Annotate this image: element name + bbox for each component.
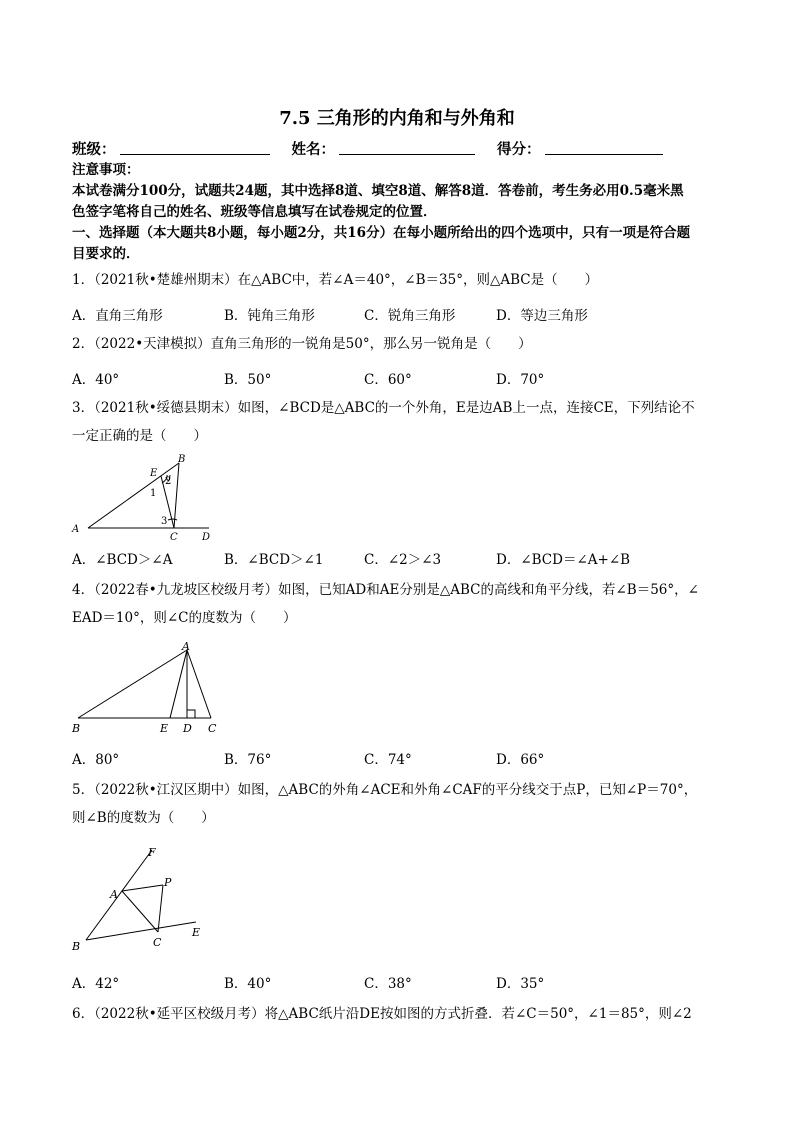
ray-be bbox=[86, 922, 196, 940]
line-ae bbox=[170, 650, 187, 718]
name-label: 姓名： bbox=[291, 141, 335, 158]
label-3: 3 bbox=[161, 516, 168, 527]
option-c[interactable]: C．锐角三角形 bbox=[364, 308, 456, 324]
option-d[interactable]: D．70° bbox=[496, 372, 545, 388]
label-b: B bbox=[72, 722, 81, 735]
line-bc bbox=[174, 463, 179, 528]
question-4 bbox=[72, 576, 732, 632]
question-5-options bbox=[72, 972, 732, 994]
option-c[interactable]: C．60° bbox=[364, 372, 412, 388]
figure-q5 bbox=[66, 842, 226, 957]
label-c: C bbox=[170, 532, 178, 542]
right-angle-mark bbox=[187, 710, 195, 718]
question-3-options bbox=[72, 548, 732, 570]
option-c[interactable]: C．38° bbox=[364, 976, 412, 992]
figure-q4 bbox=[66, 638, 236, 738]
label-f: F bbox=[148, 846, 156, 859]
option-a[interactable]: A．80° bbox=[72, 752, 120, 768]
angle-3-arc bbox=[168, 519, 177, 520]
notice-block bbox=[72, 160, 732, 265]
question-2-options bbox=[72, 368, 732, 390]
ray-bf bbox=[86, 850, 152, 940]
question-4-line-1: 4．（2022春•九龙坡区校级月考）如图，已知AD和AE分别是△ABC的高线和角平分线，若∠B＝56°，∠ bbox=[72, 582, 699, 598]
label-2: 2 bbox=[165, 476, 172, 487]
label-b: B bbox=[178, 454, 186, 465]
label-a: A bbox=[110, 888, 118, 901]
page-title: 7.5 三角形的内角和与外角和 bbox=[279, 108, 515, 129]
question-5 bbox=[72, 776, 732, 832]
option-b[interactable]: B．40° bbox=[224, 976, 272, 992]
section-heading-line-2: 目要求的． bbox=[72, 246, 140, 262]
question-4-line-2: EAD＝10°，则∠C的度数为（ ） bbox=[72, 610, 297, 626]
label-e: E bbox=[192, 926, 201, 939]
question-3 bbox=[72, 394, 732, 450]
question-5-line-2: 则∠B的度数为（ ） bbox=[72, 810, 215, 826]
label-b: B bbox=[72, 940, 81, 953]
option-b[interactable]: B．50° bbox=[224, 372, 272, 388]
option-a[interactable]: A．直角三角形 bbox=[72, 308, 163, 324]
label-d: D bbox=[183, 722, 192, 735]
option-c[interactable]: C．74° bbox=[364, 752, 412, 768]
question-3-line-2: 一定正确的是（ ） bbox=[72, 428, 207, 444]
option-a[interactable]: A．42° bbox=[72, 976, 120, 992]
question-6: 6．（2022秋•延平区校级月考）将△ABC纸片沿DE按如图的方式折叠．若∠C＝50°，∠1＝85°，则∠2 bbox=[72, 1006, 692, 1022]
notice-heading: 注意事项： bbox=[72, 162, 140, 178]
name-blank[interactable] bbox=[339, 138, 475, 155]
line-ap bbox=[122, 885, 163, 891]
label-p: P bbox=[164, 876, 172, 889]
class-label: 班级： bbox=[72, 141, 116, 158]
option-b[interactable]: B．钝角三角形 bbox=[224, 308, 315, 324]
option-b[interactable]: B．76° bbox=[224, 752, 272, 768]
line-cp bbox=[158, 885, 163, 932]
label-d: D bbox=[202, 532, 211, 542]
question-4-options bbox=[72, 748, 732, 770]
label-1: 1 bbox=[150, 488, 157, 499]
notice-line-1: 本试卷满分100分，试题共24题，其中选择8道、填空8道、解答8道．答卷前，考生务必用0.5毫米黑 bbox=[72, 183, 684, 199]
option-d[interactable]: D．35° bbox=[496, 976, 545, 992]
student-info-row bbox=[72, 138, 685, 159]
label-c: C bbox=[208, 722, 217, 735]
option-d[interactable]: D．66° bbox=[496, 752, 545, 768]
question-1: 1．（2021秋•楚雄州期末）在△ABC中，若∠A＝40°，∠B＝35°，则△ABC是（ ） bbox=[72, 272, 599, 288]
score-blank[interactable] bbox=[545, 138, 663, 155]
option-c[interactable]: C．∠2＞∠3 bbox=[364, 552, 442, 568]
question-3-line-1: 3．（2021秋•绥德县期末）如图，∠BCD是△ABC的一个外角，E是边AB上一点，连接CE，下列结论不 bbox=[72, 400, 695, 416]
option-d[interactable]: D．等边三角形 bbox=[496, 308, 588, 324]
option-b[interactable]: B．∠BCD＞∠1 bbox=[224, 552, 324, 568]
option-d[interactable]: D．∠BCD＝∠A+∠B bbox=[496, 552, 631, 568]
label-a: A bbox=[182, 640, 190, 653]
question-1-options bbox=[72, 304, 732, 326]
option-a[interactable]: A．40° bbox=[72, 372, 120, 388]
label-a: A bbox=[72, 524, 80, 535]
section-heading-line-1: 一、选择题（本大题共8小题，每小题2分，共16分）在每小题所给出的四个选项中，只有一项是符合题 bbox=[72, 225, 691, 241]
label-c: C bbox=[153, 936, 162, 949]
question-5-line-1: 5．（2022秋•江汉区期中）如图，△ABC的外角∠ACE和外角∠CAF的平分线交于点P，已知∠P＝70°， bbox=[72, 782, 698, 798]
class-blank[interactable] bbox=[120, 138, 270, 155]
line-ab bbox=[78, 650, 187, 718]
line-ac bbox=[187, 650, 211, 718]
label-e: E bbox=[160, 722, 169, 735]
question-2: 2．（2022•天津模拟）直角三角形的一锐角是50°，那么另一锐角是（ ） bbox=[72, 336, 532, 352]
line-ac bbox=[122, 891, 158, 932]
option-a[interactable]: A．∠BCD＞∠A bbox=[72, 552, 173, 568]
label-e: E bbox=[150, 468, 158, 479]
notice-line-2: 色签字笔将自己的姓名、班级等信息填写在试卷规定的位置． bbox=[72, 204, 437, 220]
figure-q3 bbox=[66, 450, 226, 542]
score-label: 得分： bbox=[497, 141, 541, 158]
